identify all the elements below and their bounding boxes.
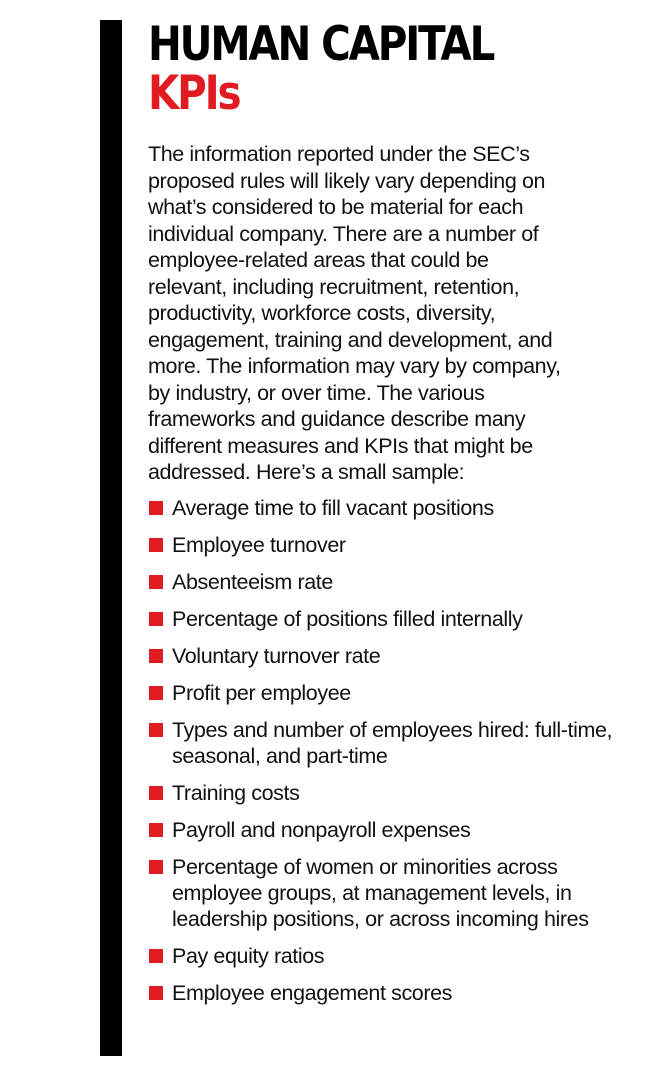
title-line-2: KPIs [148, 66, 240, 121]
intro-paragraph: The information reported under the SEC’s proposed rules will likely vary depending on what’s considered to be material for each individual company. There are a number of employee-related areas that could be relevant, including recruitment, retention, productivity, workforce costs, diversity, engagement, training and development, and more. The information may vary by company, by industry, or over time. The various frameworks and guidance describe many different measures and KPIs that might be addressed. Here’s a small sample: [148, 142, 561, 484]
kpi-label: Employee engagement scores [172, 980, 453, 1005]
square-bullet-icon [149, 501, 163, 515]
kpi-item [148, 569, 643, 595]
square-bullet-icon [149, 612, 163, 626]
kpi-item [148, 943, 643, 969]
kpi-item [148, 532, 643, 558]
square-bullet-icon [149, 823, 163, 837]
kpi-list [148, 495, 643, 1006]
kpi-label: Absenteeism rate [172, 569, 333, 594]
kpi-item [148, 817, 643, 843]
kpi-label: Training costs [172, 780, 300, 805]
kpi-label: Profit per employee [172, 680, 351, 705]
sidebar-article [148, 17, 643, 1017]
kpi-label: Percentage of women or minorities across employee groups, at management levels, in leadership positions, or across incoming hires [172, 854, 589, 931]
kpi-item [148, 854, 643, 932]
kpi-label: Percentage of positions filled internally [172, 606, 523, 631]
kpi-label: Voluntary turnover rate [172, 643, 381, 668]
article-title [148, 17, 574, 121]
kpi-label: Employee turnover [172, 532, 346, 557]
square-bullet-icon [149, 575, 163, 589]
kpi-item [148, 717, 643, 769]
kpi-item [148, 680, 643, 706]
square-bullet-icon [149, 538, 163, 552]
square-bullet-icon [149, 949, 163, 963]
square-bullet-icon [149, 649, 163, 663]
kpi-item [148, 643, 643, 669]
square-bullet-icon [149, 723, 163, 737]
kpi-label: Average time to fill vacant positions [172, 495, 494, 520]
square-bullet-icon [149, 986, 163, 1000]
kpi-label: Types and number of employees hired: full-time, seasonal, and part-time [172, 717, 613, 768]
title-line-1: HUMAN CAPITAL [148, 17, 494, 72]
kpi-item [148, 495, 643, 521]
square-bullet-icon [149, 860, 163, 874]
square-bullet-icon [149, 686, 163, 700]
kpi-label: Pay equity ratios [172, 943, 325, 968]
kpi-item [148, 780, 643, 806]
kpi-label: Payroll and nonpayroll expenses [172, 817, 471, 842]
square-bullet-icon [149, 786, 163, 800]
sidebar-rule [100, 20, 122, 1056]
kpi-item [148, 606, 643, 632]
kpi-item [148, 980, 643, 1006]
